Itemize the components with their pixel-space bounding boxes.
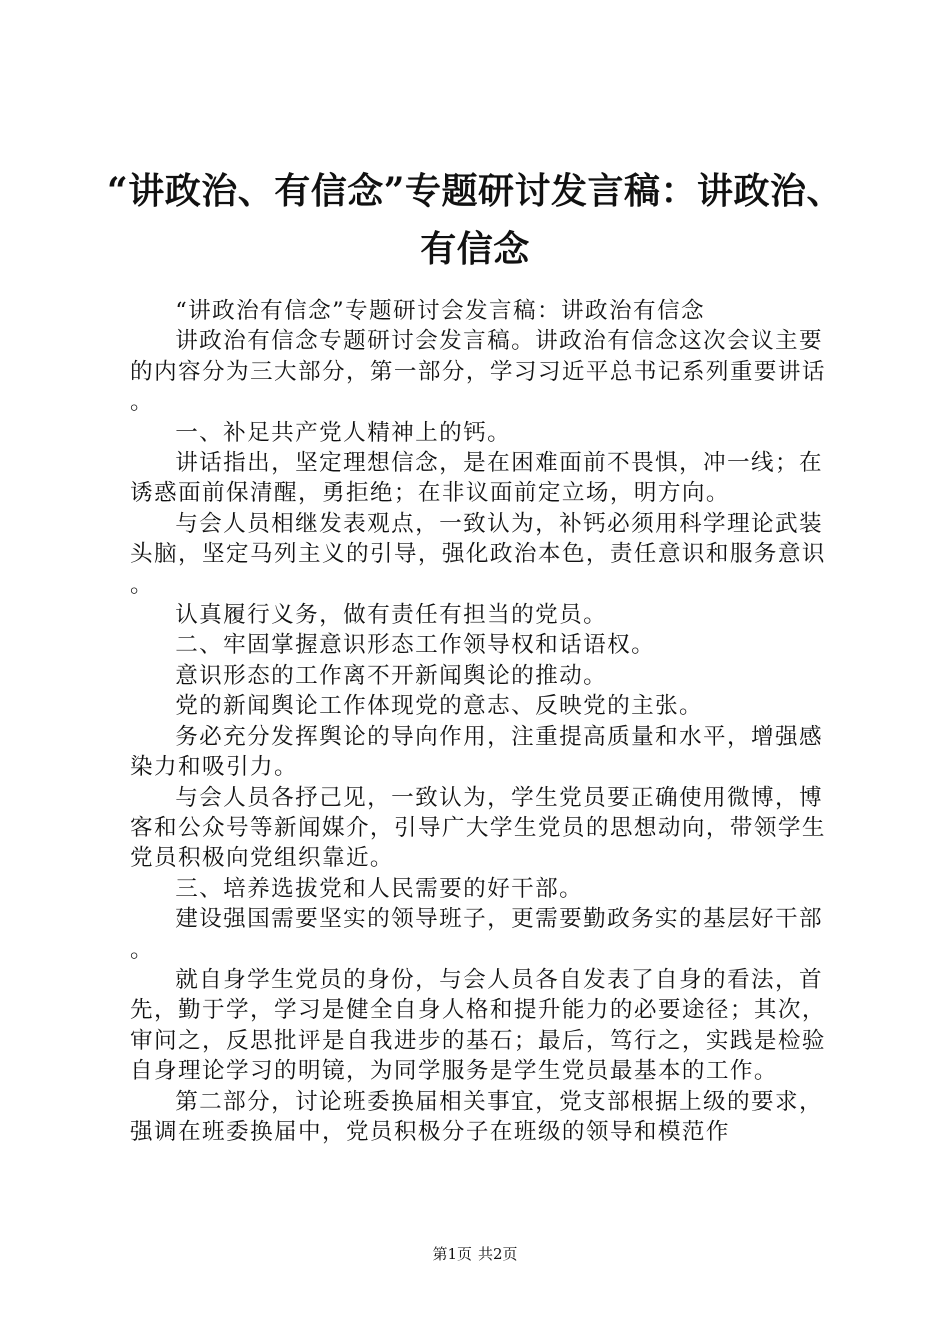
paragraph: 讲话指出，坚定理想信念，是在困难面前不畏惧，冲一线；在诱惑面前保清醒，勇拒绝；在非议面前定立场，明方向。 xyxy=(130,450,824,507)
paragraph: “讲政治有信念”专题研讨会发言稿：讲政治有信念 xyxy=(175,298,705,324)
page-number: 第1页 xyxy=(432,1245,472,1263)
paragraph: 第二部分，讨论班委换届相关事宜，党支部根据上级的要求，强调在班委换届中，党员积极分子在班级的领导和模范作 xyxy=(130,1088,824,1145)
paragraph: 一、补足共产党人精神上的钙。 xyxy=(175,419,512,446)
page-footer xyxy=(0,1244,950,1264)
paragraph: 就自身学生党员的身份，与会人员各自发表了自身的看法，首先，勤于学，学习是健全自身人格和提升能力的必要途径；其次，审问之，反思批评是自我进步的基石；最后，笃行之，实践是检验自身理论学习的明镜，为同学服务是学生党员最基本的工作。 xyxy=(130,966,826,1085)
paragraph: 建设强国需要坚实的领导班子，更需要勤政务实的基层好干部。 xyxy=(130,906,824,963)
paragraph: 二、牢固掌握意识形态工作领导权和话语权。 xyxy=(175,632,656,659)
paragraph: 认真履行义务，做有责任有担当的党员。 xyxy=(175,602,608,629)
title-line-2: 有信念 xyxy=(420,228,530,270)
document-body xyxy=(130,296,830,1147)
page-total: 共2页 xyxy=(478,1245,518,1263)
title-line-1: “讲政治、有信念”专题研讨发言稿：讲政治、 xyxy=(107,170,843,212)
paragraph: 与会人员相继发表观点，一致认为，补钙必须用科学理论武装头脑，坚定马列主义的引导，强化政治本色，责任意识和服务意识。 xyxy=(130,510,826,598)
paragraph: 务必充分发挥舆论的导向作用，注重提高质量和水平，增强感染力和吸引力。 xyxy=(130,723,824,781)
document-title xyxy=(0,162,950,278)
paragraph: 三、培养选拔党和人民需要的好干部。 xyxy=(175,875,584,902)
paragraph: 与会人员各抒己见，一致认为，学生党员要正确使用微博，博客和公众号等新闻媒介，引导广大学生党员的思想动向，带领学生党员积极向党组织靠近。 xyxy=(130,784,826,872)
paragraph: 党的新闻舆论工作体现党的意志、反映党的主张。 xyxy=(175,693,704,720)
paragraph: 讲政治有信念专题研讨会发言稿。讲政治有信念这次会议主要的内容分为三大部分，第一部分，学习习近平总书记系列重要讲话。 xyxy=(130,328,826,416)
paragraph: 意识形态的工作离不开新闻舆论的推动。 xyxy=(175,662,608,689)
